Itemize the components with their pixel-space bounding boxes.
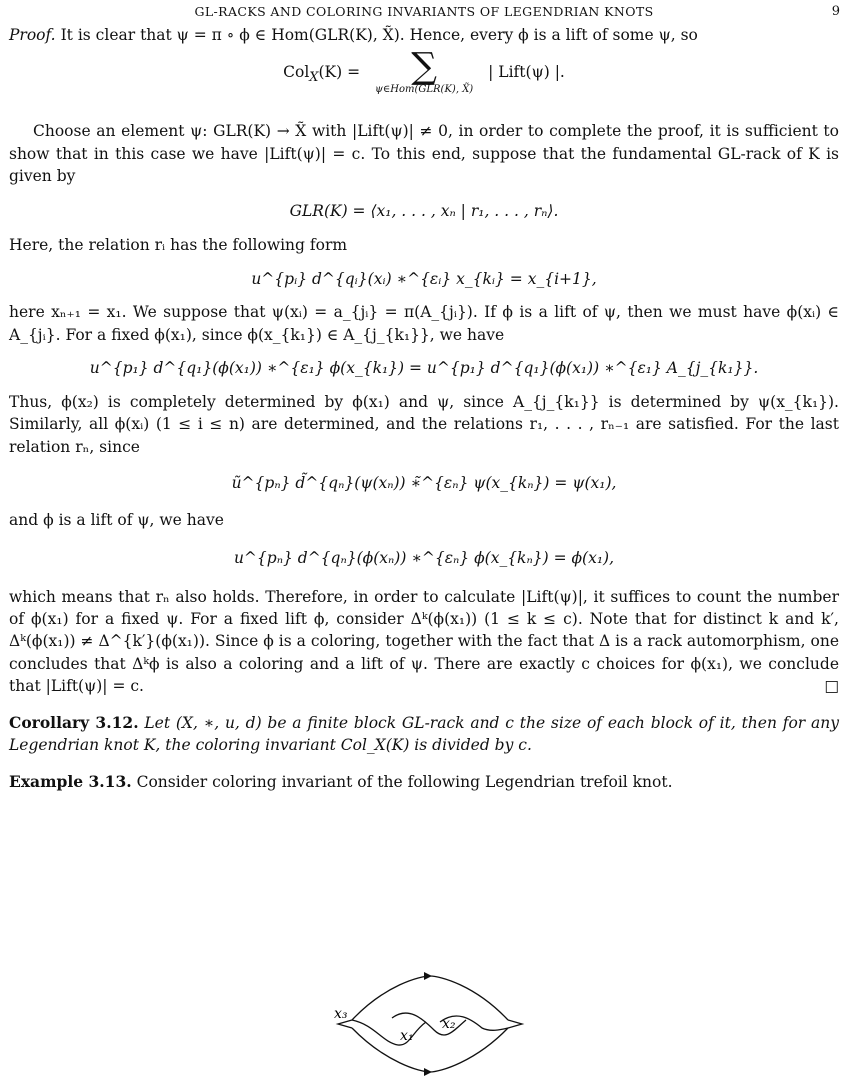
equation-phi: u^{pₙ} d^{qₙ}(ϕ(xₙ)) ∗^{εₙ} ϕ(x_{kₙ}) = ϕ(x₁), <box>233 549 615 568</box>
proof-label: Proof. <box>9 26 56 44</box>
equation-lift1: u^{p₁} d^{q₁}(ϕ(x₁)) ∗^{ε₁} ϕ(x_{k₁}) = u^{p₁} d^{q₁}(ϕ(x₁)) ∗^{ε₁} A_{j_{k₁}}. <box>89 359 759 378</box>
proof-text: It is clear that ψ = π ∘ ϕ ∈ Hom(GLR(K), X̃). Hence, every ϕ is a lift of some ψ, so <box>60 26 698 44</box>
trefoil-figure <box>330 970 530 1078</box>
equation-relation: u^{pᵢ} d^{qᵢ}(xᵢ) ∗^{εᵢ} x_{kᵢ} = x_{i+1}, <box>251 269 597 288</box>
knot-bottom-arc <box>352 1028 508 1072</box>
knot-strand-cusp <box>508 1020 522 1028</box>
label-x3: x₃ <box>334 1006 348 1022</box>
qed-symbol: □ <box>824 677 839 696</box>
example <box>9 771 839 793</box>
paragraph-and-phi: and ϕ is a lift of ψ, we have <box>9 510 224 529</box>
page-header <box>0 3 848 23</box>
proof-paragraph <box>9 24 839 46</box>
corollary <box>9 712 839 757</box>
running-title: GL-RACKS AND COLORING INVARIANTS OF LEGENDRIAN KNOTS <box>194 4 654 19</box>
label-x2: x₂ <box>442 1016 456 1032</box>
eq-colx-rhs: | Lift(ψ) |. <box>488 63 565 82</box>
paragraph-relation: Here, the relation rᵢ has the following form <box>9 236 348 255</box>
label-x1: x₁ <box>400 1028 414 1044</box>
example-text: Consider coloring invariant of the following Legendrian trefoil knot. <box>136 772 673 791</box>
orientation-arrow-bottom <box>424 1068 432 1076</box>
knot-top-arc <box>352 976 508 1020</box>
paragraph-determined: Thus, ϕ(x₂) is completely determined by ϕ(x₁) and ψ, since A_{j_{k₁}} is determined by ψ(x_{k₁}). Similarly, all ϕ(xᵢ) (1 ≤ i ≤ n) are determined, and the relations r₁, . . . , rₙ₋₁ are satisfied. For the last relation rₙ, since <box>9 392 839 456</box>
sum-subscript: ψ∈Hom(GLR(K), X̃) <box>375 84 474 96</box>
sum-symbol: ∑ <box>411 46 437 88</box>
orientation-arrow-top <box>424 972 432 980</box>
equation-tilde: ũ^{pₙ} d̃^{qₙ}(ψ(xₙ)) ∗̃^{εₙ} ψ(x_{kₙ}) = ψ(x₁), <box>231 474 617 493</box>
example-label: Example 3.13. <box>9 771 132 791</box>
equation-colx <box>9 46 839 114</box>
corollary-text: Let (X, ∗, u, d) be a finite block GL-rack and c the size of each block of it, then for any Legendrian knot K, the coloring invariant Col_X(K) is divided by c. <box>9 713 839 755</box>
trefoil-diagram <box>330 970 530 1078</box>
conclusion-text: which means that rₙ also holds. Therefore, in order to calculate |Lift(ψ)|, it suffices to count the number of ϕ(x₁) for a fixed ψ. For a fixed lift ϕ, consider Δᵏ(ϕ(x₁)) (1 ≤ k ≤ c). Note that for distinct k and k′, Δᵏ(ϕ(x₁)) ≠ Δ^{k′}(ϕ(x₁)). Since ϕ is a coloring, together with the fact that Δ is a rack automorphism, one concludes that Δᵏϕ is also a coloring and a lift of ψ. There are exactly c choices for ϕ(x₁), we conclude that |Lift(ψ)| = c. <box>9 587 839 696</box>
knot-strand-left <box>352 1020 426 1045</box>
page-content <box>9 24 839 793</box>
paragraph-choose: Choose an element ψ: GLR(K) → X̃ with |Lift(ψ)| ≠ 0, in order to complete the proof, it is sufficient to show that in this case we have |Lift(ψ)| = c. To this end, suppose that the fundamental GL-rack of K is given by <box>9 122 839 186</box>
corollary-label: Corollary 3.12. <box>9 712 139 732</box>
eq-colx-lhs: Col$_X$(K) = <box>283 63 361 86</box>
paragraph-conclusion <box>9 586 839 698</box>
sum-operator <box>375 46 474 96</box>
equation-glr: GLR(K) = ⟨x₁, . . . , xₙ | r₁, . . . , rₙ⟩. <box>289 201 559 220</box>
page-number: 9 <box>831 4 840 19</box>
paragraph-lift: here xₙ₊₁ = x₁. We suppose that ψ(xᵢ) = a_{jᵢ} = π(A_{jᵢ}). If ϕ is a lift of ψ, then we must have ϕ(xᵢ) ∈ A_{jᵢ}. For a fixed ϕ(x₁), since ϕ(x_{k₁}) ∈ A_{j_{k₁}}, we have <box>9 303 839 344</box>
